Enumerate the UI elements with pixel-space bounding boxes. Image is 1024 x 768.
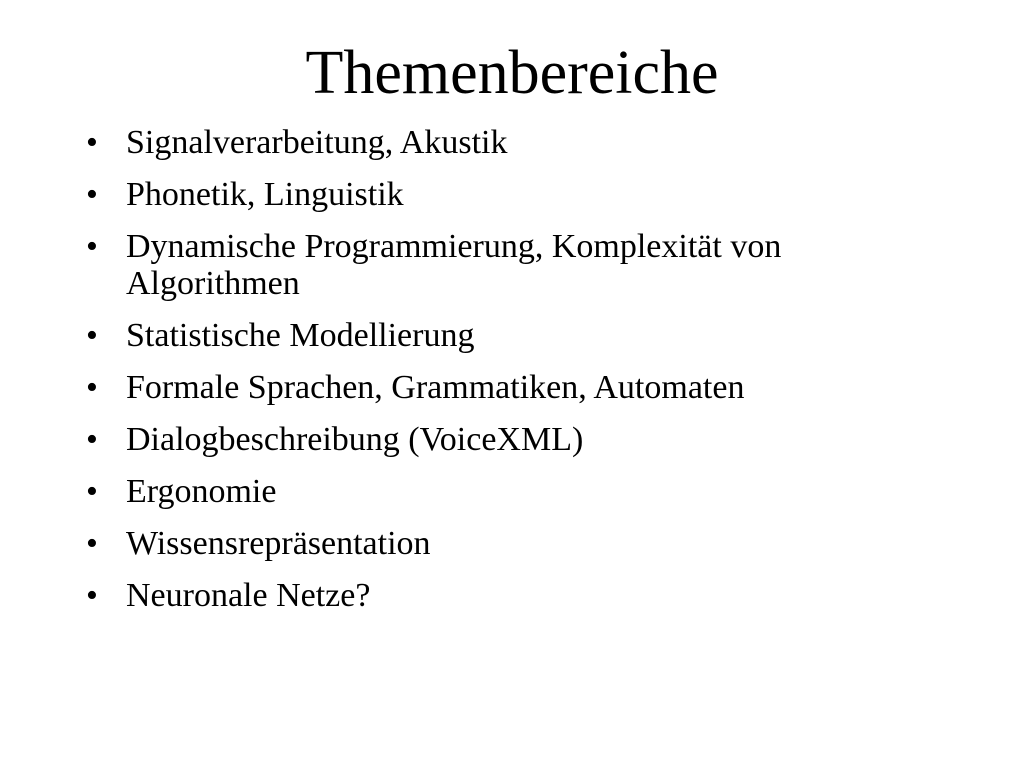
bullet-icon: •: [86, 176, 98, 213]
list-item: [86, 124, 946, 161]
bullet-icon: •: [86, 473, 98, 510]
bullet-list: [86, 124, 946, 629]
bullet-icon: •: [86, 228, 98, 265]
list-item: [86, 577, 946, 614]
bullet-icon: •: [86, 369, 98, 406]
slide-title: Themenbereiche: [305, 39, 719, 107]
bullet-icon: •: [86, 317, 98, 354]
list-item-text: Formale Sprachen, Grammatiken, Automaten: [126, 369, 745, 406]
list-item: [86, 525, 946, 562]
bullet-icon: •: [86, 525, 98, 562]
list-item-text: Neuronale Netze?: [126, 577, 371, 614]
list-item: [86, 421, 946, 458]
list-item-text: Dynamische Programmierung, Komplexität von Algorithmen: [126, 228, 782, 302]
list-item: [86, 176, 946, 213]
list-item: [86, 473, 946, 510]
list-item: [86, 228, 946, 302]
bullet-icon: •: [86, 577, 98, 614]
list-item-text: Signalverarbeitung, Akustik: [126, 124, 508, 161]
bullet-icon: •: [86, 124, 98, 161]
list-item: [86, 317, 946, 354]
list-item: [86, 369, 946, 406]
list-item-text: Statistische Modellierung: [126, 317, 475, 354]
list-item-text: Dialogbeschreibung (VoiceXML): [126, 421, 584, 458]
list-item-text: Wissensrepräsentation: [126, 525, 431, 562]
list-item-text: Ergonomie: [126, 473, 277, 510]
list-item-text: Phonetik, Linguistik: [126, 176, 404, 213]
bullet-icon: •: [86, 421, 98, 458]
